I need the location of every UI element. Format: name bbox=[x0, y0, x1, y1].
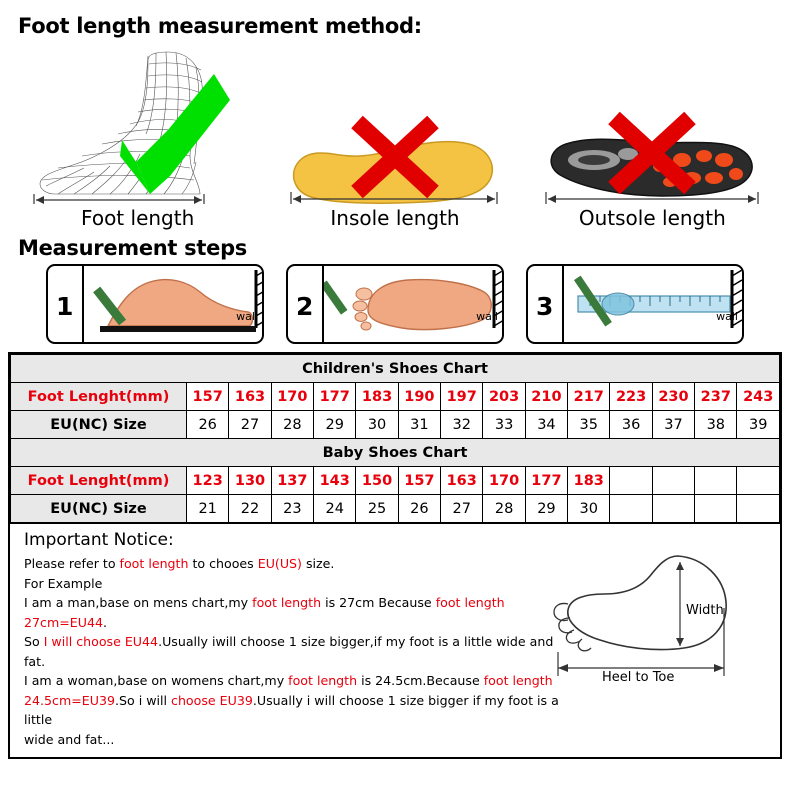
cell-empty bbox=[737, 495, 780, 523]
cell: 177 bbox=[314, 383, 356, 411]
method-caption-1: Foot length bbox=[81, 206, 195, 230]
cell: 24 bbox=[314, 495, 356, 523]
method-comparison-row bbox=[0, 38, 790, 230]
cell: 223 bbox=[610, 383, 652, 411]
notice-highlight: I will choose EU44 bbox=[43, 634, 159, 650]
step-number-3: 3 bbox=[536, 292, 554, 321]
cell: 31 bbox=[398, 411, 440, 439]
notice-text: Please refer to bbox=[24, 556, 120, 571]
notice-line bbox=[24, 632, 564, 671]
page-title-method: Foot length measurement method: bbox=[18, 14, 422, 38]
notice-text: So bbox=[24, 634, 44, 650]
cell: 32 bbox=[441, 411, 483, 439]
method-cell-insole-length bbox=[271, 44, 518, 230]
foot-sole-against-wall-icon bbox=[324, 266, 502, 342]
notice-line bbox=[24, 593, 564, 632]
cell-empty bbox=[737, 467, 780, 495]
page-title-steps: Measurement steps bbox=[18, 236, 247, 260]
cell: 197 bbox=[441, 383, 483, 411]
cell: 177 bbox=[525, 467, 567, 495]
cell: 36 bbox=[610, 411, 652, 439]
cell: 34 bbox=[525, 411, 567, 439]
notice-highlight: foot length bbox=[252, 595, 322, 611]
size-chart-table bbox=[10, 354, 780, 523]
wall-label-1: wall bbox=[236, 310, 258, 323]
row-header-eu-size-children: EU(NC) Size bbox=[11, 411, 187, 439]
cell: 183 bbox=[356, 383, 398, 411]
notice-text: size. bbox=[301, 556, 335, 571]
important-notice-section bbox=[10, 523, 780, 757]
notice-highlight: foot length bbox=[288, 673, 358, 689]
cell: 23 bbox=[271, 495, 313, 523]
notice-text: .Usually i will choose 1 size bigger if my foot is a little bbox=[24, 692, 559, 728]
notice-body bbox=[24, 554, 564, 749]
measurement-steps-row bbox=[0, 260, 790, 344]
method-cell-foot-length bbox=[14, 44, 261, 230]
method-caption-3: Outsole length bbox=[578, 206, 726, 230]
cell: 217 bbox=[568, 383, 610, 411]
cell: 157 bbox=[187, 383, 229, 411]
notice-line bbox=[24, 730, 564, 750]
step-number-2: 2 bbox=[296, 292, 314, 321]
cell: 230 bbox=[652, 383, 694, 411]
foot-side-grid-icon bbox=[14, 44, 261, 204]
insole-icon bbox=[271, 44, 518, 204]
step-number-1: 1 bbox=[56, 292, 74, 321]
cell: 170 bbox=[483, 467, 525, 495]
length-label: Heel to Toe bbox=[602, 670, 675, 682]
cell: 157 bbox=[398, 467, 440, 495]
cell: 30 bbox=[356, 411, 398, 439]
notice-text: to chooes bbox=[188, 556, 258, 571]
cell-empty bbox=[610, 467, 652, 495]
cell: 26 bbox=[398, 495, 440, 523]
cell: 25 bbox=[356, 495, 398, 523]
notice-line bbox=[24, 691, 564, 730]
row-header-foot-length-children: Foot Lenght(mm) bbox=[11, 383, 187, 411]
method-cell-outsole-length bbox=[529, 44, 776, 230]
cell-empty bbox=[695, 495, 737, 523]
notice-title: Important Notice: bbox=[24, 530, 174, 550]
size-chart-table-wrapper bbox=[8, 352, 782, 759]
cell: 203 bbox=[483, 383, 525, 411]
notice-text: is 27cm Because bbox=[321, 595, 436, 611]
row-header-eu-size-baby: EU(NC) Size bbox=[11, 495, 187, 523]
cell: 22 bbox=[229, 495, 271, 523]
table-row bbox=[11, 383, 780, 411]
step-card-2 bbox=[286, 264, 504, 344]
table-row bbox=[11, 495, 780, 523]
cell: 28 bbox=[483, 495, 525, 523]
notice-text: .So i will bbox=[115, 692, 172, 708]
wall-label-3: wall bbox=[716, 310, 738, 323]
cell-empty bbox=[695, 467, 737, 495]
foot-side-against-wall-icon bbox=[84, 266, 262, 342]
cell: 243 bbox=[737, 383, 780, 411]
notice-highlight: foot length 27cm=EU44 bbox=[24, 595, 505, 630]
cell: 163 bbox=[229, 383, 271, 411]
notice-text: is 24.5cm.Because bbox=[357, 673, 484, 689]
table-row bbox=[11, 467, 780, 495]
band-title-baby: Baby Shoes Chart bbox=[11, 439, 780, 467]
notice-line bbox=[24, 671, 564, 691]
notice-text: .Usually iwill choose 1 size bigger,if my foot is a little wide and fat. bbox=[24, 634, 554, 669]
cell: 163 bbox=[441, 467, 483, 495]
cell: 123 bbox=[187, 467, 229, 495]
outsole-icon bbox=[529, 44, 776, 204]
cell: 38 bbox=[695, 411, 737, 439]
method-caption-2: Insole length bbox=[330, 206, 460, 230]
foot-outline-diagram bbox=[528, 552, 758, 682]
cell: 39 bbox=[737, 411, 780, 439]
table-band-row bbox=[11, 355, 780, 383]
cell: 29 bbox=[314, 411, 356, 439]
cell: 28 bbox=[271, 411, 313, 439]
notice-line bbox=[24, 574, 564, 594]
notice-text: I am a woman,base on womens chart,my bbox=[24, 673, 289, 689]
cell: 29 bbox=[525, 495, 567, 523]
notice-highlight: EU(US) bbox=[257, 556, 302, 571]
cell-empty bbox=[652, 467, 694, 495]
step-card-3 bbox=[526, 264, 744, 344]
cell: 21 bbox=[187, 495, 229, 523]
width-label: Width bbox=[686, 603, 724, 618]
ruler-measure-icon bbox=[564, 266, 742, 342]
notice-highlight: foot length bbox=[483, 673, 553, 689]
cell: 137 bbox=[271, 467, 313, 495]
band-title-children: Children's Shoes Chart bbox=[11, 355, 780, 383]
cell-empty bbox=[610, 495, 652, 523]
notice-text: . bbox=[102, 614, 107, 630]
cell: 30 bbox=[568, 495, 610, 523]
notice-text: For Example bbox=[24, 575, 103, 591]
notice-highlight: 24.5cm=EU39 bbox=[24, 692, 115, 708]
notice-highlight: choose EU39 bbox=[171, 692, 253, 708]
cell: 37 bbox=[652, 411, 694, 439]
cell: 130 bbox=[229, 467, 271, 495]
cell-empty bbox=[652, 495, 694, 523]
cell: 27 bbox=[441, 495, 483, 523]
notice-text: I am a man,base on mens chart,my bbox=[24, 595, 253, 611]
cell: 170 bbox=[271, 383, 313, 411]
wall-label-2: wall bbox=[476, 310, 498, 323]
notice-highlight: foot length bbox=[119, 556, 189, 571]
step-card-1 bbox=[46, 264, 264, 344]
cell: 143 bbox=[314, 467, 356, 495]
cell: 150 bbox=[356, 467, 398, 495]
notice-line bbox=[24, 554, 564, 574]
cell: 190 bbox=[398, 383, 440, 411]
row-header-foot-length-baby: Foot Lenght(mm) bbox=[11, 467, 187, 495]
cell: 33 bbox=[483, 411, 525, 439]
table-row bbox=[11, 411, 780, 439]
cell: 26 bbox=[187, 411, 229, 439]
cell: 183 bbox=[568, 467, 610, 495]
cell: 35 bbox=[568, 411, 610, 439]
cell: 237 bbox=[695, 383, 737, 411]
table-band-row bbox=[11, 439, 780, 467]
cell: 27 bbox=[229, 411, 271, 439]
notice-text: wide and fat... bbox=[24, 731, 115, 747]
cell: 210 bbox=[525, 383, 567, 411]
